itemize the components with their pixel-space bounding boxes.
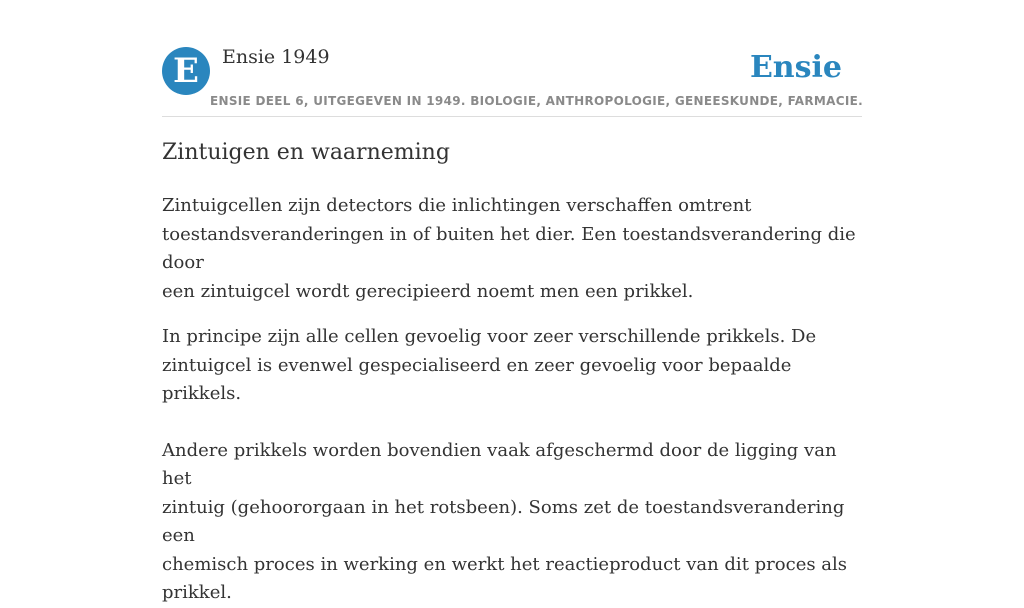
source-subtitle: ENSIE DEEL 6, UITGEGEVEN IN 1949. BIOLOGIE, ANTHROPOLOGIE, GENEESKUNDE, FARMACIE. [210, 94, 863, 108]
article-body [162, 192, 862, 608]
article-paragraph: In principe zijn alle cellen gevoelig voor zeer verschillende prikkels. De zintuigcel is evenwel gespecialiseerd en zeer gevoelig voor bepaalde prikkels. [162, 326, 817, 404]
ensie-logo-icon[interactable]: E [162, 47, 210, 95]
source-header [162, 44, 862, 117]
source-title[interactable]: Ensie 1949 [222, 46, 330, 68]
article-title: Zintuigen en waarneming [162, 140, 450, 165]
article-paragraph: Zintuigcellen zijn detectors die inlichtingen verschaffen omtrent toestandsveranderingen in of buiten het dier. Een toestandsverandering die door een zintuigcel wordt gerecipieerd noemt men een prikkel. [162, 195, 856, 302]
brand-logo[interactable]: Ensie [749, 50, 842, 85]
article-paragraph: Andere prikkels worden bovendien vaak afgeschermd door de ligging van het zintuig (gehoororgaan in het rotsbeen). Soms zet de toestandsverandering een chemisch proces in werking en werkt het reactieproduct van dit proces als prikkel. [162, 439, 848, 603]
